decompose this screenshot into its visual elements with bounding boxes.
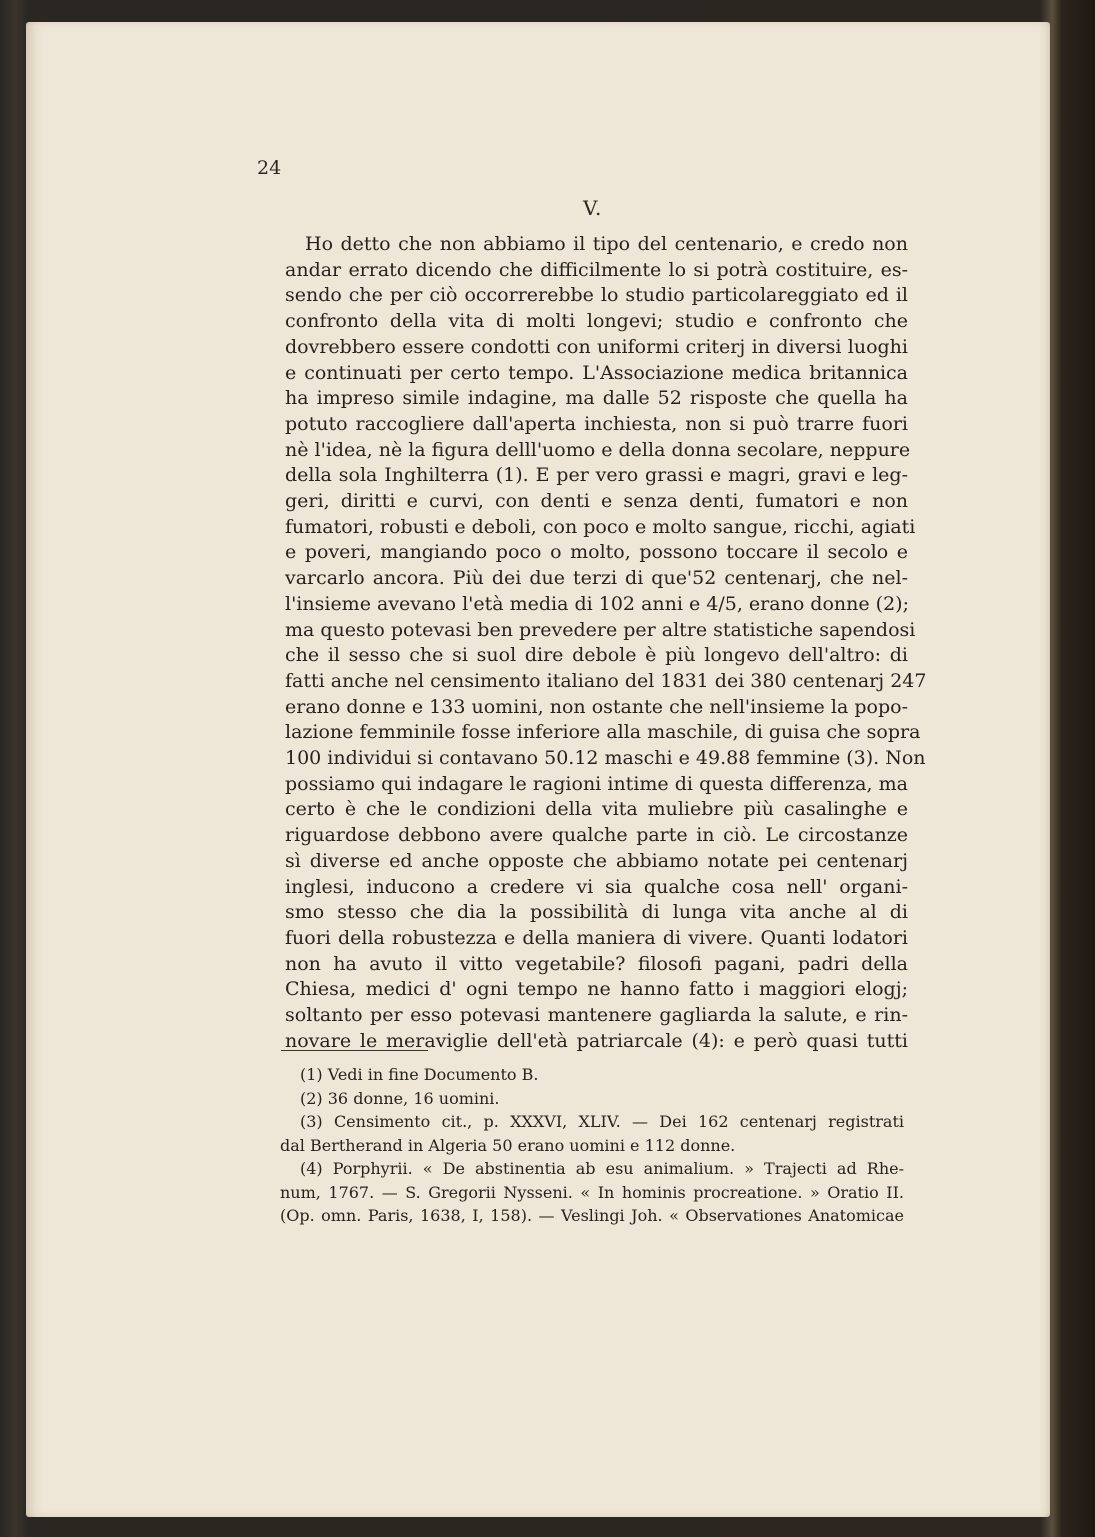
body-line: erano donne e 133 uomini, non ostante che nell'insieme la popo- <box>285 695 908 718</box>
body-line: non ha avuto il vitto vegetabile? filosofi pagani, padri della <box>285 952 908 975</box>
page-number: 24 <box>257 157 282 179</box>
body-line: che il sesso che si suol dire debole è più longevo dell'altro: di <box>285 644 908 667</box>
body-line: possiamo qui indagare le ragioni intime di questa differenza, ma <box>285 772 908 795</box>
footnotes <box>280 1063 904 1228</box>
body-line: Chiesa, medici d' ogni tempo ne hanno fatto i maggiori elogj; <box>285 978 908 1001</box>
body-line: sì diverse ed anche opposte che abbiamo notate pei centenarj <box>285 849 908 872</box>
footnote-separator <box>281 1050 428 1051</box>
body-line: soltanto per esso potevasi mantenere gagliarda la salute, e rin- <box>285 1004 908 1027</box>
body-line: inglesi, inducono a credere vi sia qualche cosa nell' organi- <box>285 875 908 898</box>
body-line: novare le meraviglie dell'età patriarcale (4): e però quasi tutti <box>285 1029 908 1052</box>
body-line: e continuati per certo tempo. L'Associazione medica britannica <box>285 361 908 384</box>
body-line: ha impreso simile indagine, ma dalle 52 risposte che quella ha <box>285 387 908 410</box>
footnote-3-continued: dal Bertherand in Algeria 50 erano uomini e 112 donne. <box>280 1135 736 1155</box>
body-line: sendo che per ciò occorrerebbe lo studio particolareggiato ed il <box>285 284 908 307</box>
body-line: geri, diritti e curvi, con denti e senza denti, fumatori e non <box>285 490 908 513</box>
body-line: fumatori, robusti e deboli, con poco e molto sangue, ricchi, agiati <box>285 515 916 538</box>
body-line: andar errato dicendo che difficilmente lo si potrà costituire, es- <box>285 258 908 281</box>
section-heading: V. <box>583 196 603 220</box>
body-line: della sola Inghilterra (1). E per vero grassi e magri, gravi e leg- <box>285 464 908 487</box>
body-line: potuto raccogliere dall'aperta inchiesta, non si può trarre fuori <box>285 412 908 435</box>
footnote-1: (1) Vedi in fine Documento B. <box>300 1065 539 1084</box>
body-line: riguardose debbono avere qualche parte in ciò. Le circostanze <box>285 824 908 847</box>
body-line: Ho detto che non abbiamo il tipo del centenario, e credo non <box>305 233 908 255</box>
body-line: fatti anche nel censimento italiano del 1831 dei 380 centenarj 247 <box>285 669 927 692</box>
footnote-4: (4) Porphyrii. « De abstinentia ab esu animalium. » Trajecti ad Rhe- <box>300 1159 904 1178</box>
footnote-3: (3) Censimento cit., p. XXXVI, XLIV. — Dei 162 centenarj registrati <box>300 1112 904 1131</box>
body-line: ma questo potevasi ben prevedere per altre statistiche sapendosi <box>285 618 916 641</box>
footnote-4-continued: num, 1767. — S. Gregorii Nysseni. « In hominis procreatione. » Oratio II. <box>280 1182 904 1202</box>
body-line: confronto della vita di molti longevi; studio e confronto che <box>285 310 908 333</box>
body-line: certo è che le condizioni della vita muliebre più casalinghe e <box>285 798 908 821</box>
body-line: e poveri, mangiando poco o molto, possono toccare il secolo e <box>285 541 908 564</box>
body-line: dovrebbero essere condotti con uniformi criterj in diversi luoghi <box>285 335 908 358</box>
footnote-4-continued: (Op. omn. Paris, 1638, I, 158). — Veslingi Joh. « Observationes Anatomicae <box>280 1206 904 1225</box>
body-line: lazione femminile fosse inferiore alla maschile, di guisa che sopra <box>285 721 921 744</box>
body-line: l'insieme avevano l'età media di 102 anni e 4/5, erano donne (2); <box>285 592 909 615</box>
body-line: 100 individui si contavano 50.12 maschi e 49.88 femmine (3). Non <box>285 747 926 770</box>
body-line: fuori della robustezza e della maniera di vivere. Quanti lodatori <box>285 926 908 949</box>
body-line: nè l'idea, nè la figura delll'uomo e della donna secolare, neppure <box>285 438 911 461</box>
body-line: smo stesso che dia la possibilità di lunga vita anche al di <box>285 901 908 924</box>
footnote-2: (2) 36 donne, 16 uomini. <box>300 1088 500 1108</box>
body-text <box>285 232 927 1055</box>
body-line: varcarlo ancora. Più dei due terzi di que'52 centenarj, che nel- <box>285 567 908 590</box>
